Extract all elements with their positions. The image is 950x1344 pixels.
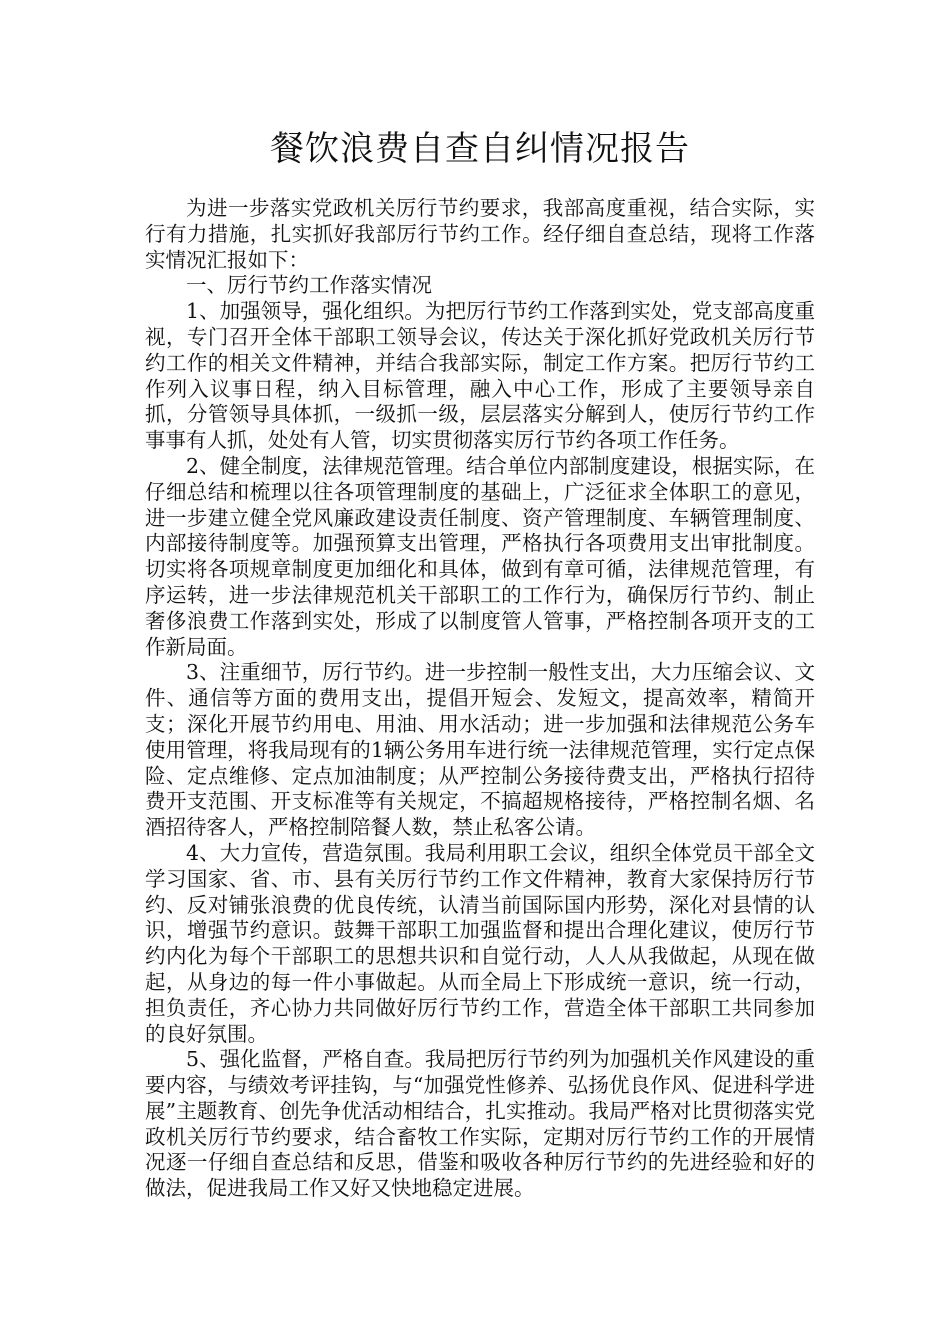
paragraph-3: 3、注重细节，厉行节约。进一步控制一般性支出，大力压缩会议、文件、通信等方面的费用支出，提倡开短会、发短文，提高效率，精简开支；深化开展节约用电、用油、用水活动；进一步加强和法律规范公务车使用管理，将我局现有的1辆公务用车进行统一法律规范管理，实行定点保险、定点维修、定点加油制度；从严控制公务接待费支出，严格执行招待费开支范围、开支标准等有关规定，不搞超规格接待，严格控制名烟、名酒招待客人，严格控制陪餐人数，禁止私客公请。 xyxy=(145,660,815,840)
document-title: 餐饮浪费自查自纠情况报告 xyxy=(270,129,690,169)
paragraph-4: 4、大力宣传，营造氛围。我局利用职工会议，组织全体党员干部全文学习国家、省、市、县有关厉行节约工作文件精神，教育大家保持厉行节约、反对铺张浪费的优良传统，认清当前国际国内形势，深化对县情的认识，增强节约意识。鼓舞干部职工加强监督和提出合理化建议，使厉行节约内化为每个干部职工的思想共识和自觉行动，人人从我做起，从现在做起，从身边的每一件小事做起。从而全局上下形成统一意识，统一行动，担负责任，齐心协力共同做好厉行节约工作，营造全体干部职工共同参加的良好氛围。 xyxy=(145,840,815,1046)
paragraph-1: 1、加强领导，强化组织。为把厉行节约工作落到实处，党支部高度重视，专门召开全体干部职工领导会议，传达关于深化抓好党政机关厉行节约工作的相关文件精神，并结合我部实际，制定工作方案。把厉行节约工作列入议事日程，纳入目标管理，融入中心工作，形成了主要领导亲自抓，分管领导具体抓，一级抓一级，层层落实分解到人，使厉行节约工作事事有人抓，处处有人管，切实贯彻落实厉行节约各项工作任务。 xyxy=(145,299,815,453)
section-heading: 一、厉行节约工作落实情况 xyxy=(186,273,432,298)
paragraph-5: 5、强化监督，严格自查。我局把厉行节约列为加强机关作风建设的重要内容，与绩效考评挂钩，与“加强党性修养、弘扬优良作风、促进科学进展”主题教育、创先争优活动相结合，扎实推动。我局严格对比贯彻落实党政机关厉行节约要求，结合畜牧工作实际，定期对厉行节约工作的开展情况逐一仔细自查总结和反思，借鉴和吸收各种厉行节约的先进经验和好的做法，促进我局工作又好又快地稳定进展。 xyxy=(145,1047,815,1201)
document-page xyxy=(145,124,815,1202)
intro-paragraph: 为进一步落实党政机关厉行节约要求，我部高度重视，结合实际，实行有力措施，扎实抓好我部厉行节约工作。经仔细自查总结，现将工作落实情况汇报如下： xyxy=(145,196,815,272)
paragraph-2: 2、健全制度，法律规范管理。结合单位内部制度建设，根据实际，在仔细总结和梳理以往各项管理制度的基础上，广泛征求全体职工的意见，进一步建立健全党风廉政建设责任制度、资产管理制度、车辆管理制度、内部接待制度等。加强预算支出管理，严格执行各项费用支出审批制度。切实将各项规章制度更加细化和具体，做到有章可循，法律规范管理，有序运转，进一步法律规范机关干部职工的工作行为，确保厉行节约、制止奢侈浪费工作落到实处，形成了以制度管人管事，严格控制各项开支的工作新局面。 xyxy=(145,453,815,659)
